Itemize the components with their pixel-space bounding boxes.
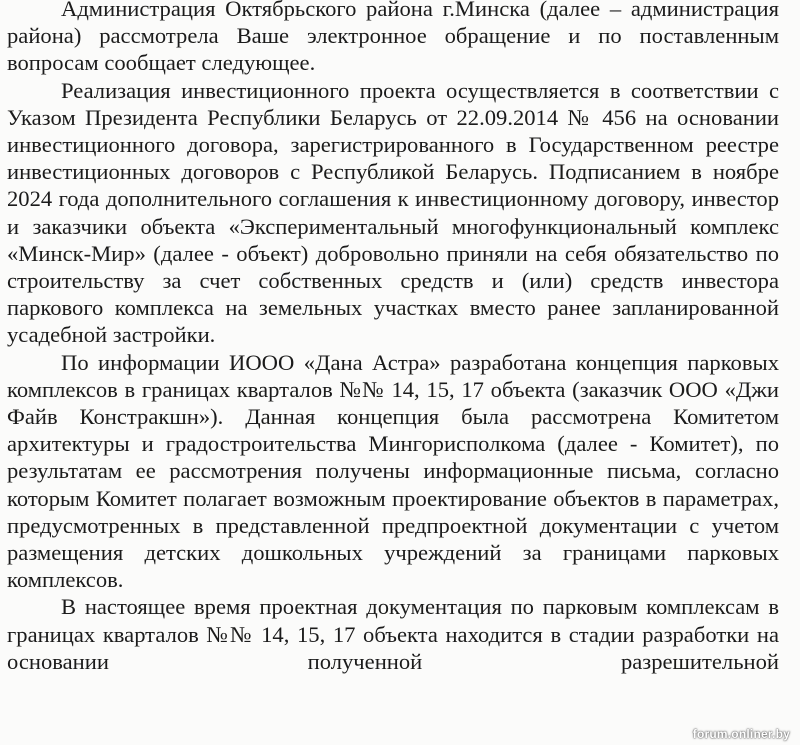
paragraph-intro: Администрация Октябрьского района г.Минска (далее – администрация района) рассмотрела Ваше электронное обращение и по поставленным вопросам сообщает следующее. bbox=[7, 0, 779, 76]
paragraph-investment-project: Реализация инвестиционного проекта осуществляется в соответствии с Указом Президента Республики Беларусь от 22.09.2014 № 456 на основании инвестиционного договора, зарегистрированного в Государственном реестре инвестиционных договоров с Республикой Беларусь. Подписанием в ноябре 2024 года дополнительного соглашения к инвестиционному договору, инвестор и заказчики объекта «Экспериментальный многофункциональный комплекс «Минск-Мир» (далее - объект) добровольно приняли на себя обязательство по строительству за счет собственных средств и (или) средств инвестора паркового комплекса на земельных участках вместо ранее запланированной усадебной застройки. bbox=[7, 77, 779, 348]
paragraph-park-concept: По информации ИООО «Дана Астра» разработана концепция парковых комплексов в границах кварталов №№ 14, 15, 17 объекта (заказчик ООО «Джи Файв Констракшн»). Данная концепция была рассмотрена Комитетом архитектуры и градостроительства Мингорисполкома (далее - Комитет), по результатам ее рассмотрения получены информационные письма, согласно которым Комитет полагает возможным проектирование объектов в параметрах, предусмотренных в представленной предпроектной документации с учетом размещения детских дошкольных учреждений за границами парковых комплексов. bbox=[7, 349, 779, 593]
paragraph-current-status: В настоящее время проектная документация по парковым комплексам в границах кварталов №№ 14, 15, 17 объекта находится в стадии разработки на основании полученной разрешительной bbox=[7, 594, 779, 674]
document-body bbox=[7, 0, 779, 675]
site-watermark: forum.onliner.by bbox=[692, 727, 790, 741]
